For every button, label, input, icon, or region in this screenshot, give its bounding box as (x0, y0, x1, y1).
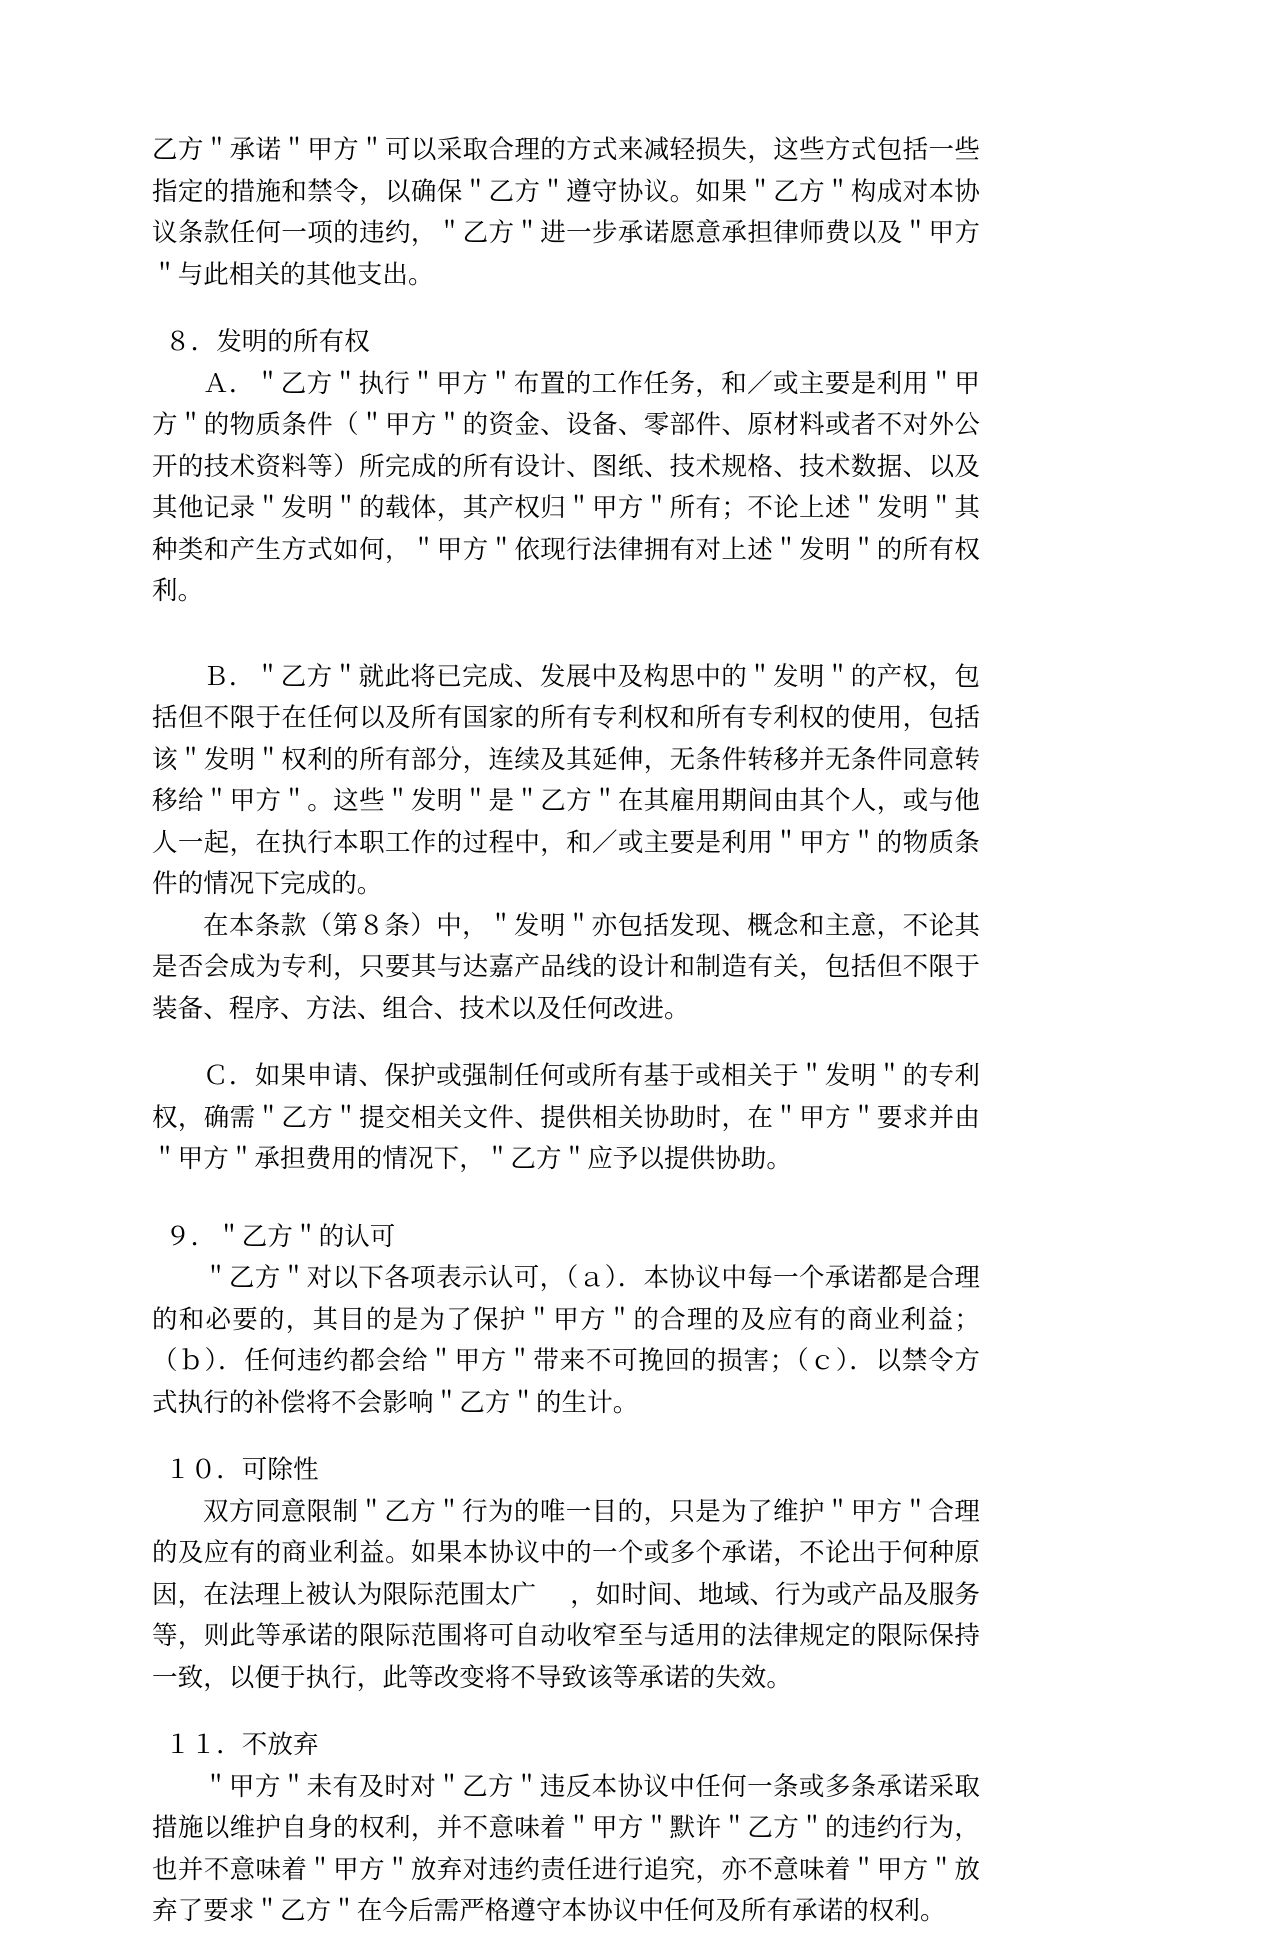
spacer (152, 296, 980, 322)
section-9-heading: ９．＂乙方＂的认可 (165, 1221, 396, 1252)
document-body (152, 130, 980, 1933)
spacer (152, 1424, 980, 1450)
section-10-heading: １０．可除性 (165, 1455, 319, 1485)
section-10-body-part1: 双方同意限制＂乙方＂行为的唯一目的，只是为了维护＂甲方＂合理的及应有的商业利益。如果本协议中的一个或多个承诺，不论出于何种原因，在法理上被认为限际范围太广 (152, 1496, 980, 1610)
section-8-clause-b-note: 在本条款（第８条）中，＂发明＂亦包括发现、概念和主意，不论其是否会成为专利，只要其与达嘉产品线的设计和制造有关，包括但不限于装备、程序、方法、组合、技术以及任何改进。 (152, 910, 980, 1024)
section-10-body (152, 1492, 980, 1700)
section-8-clause-a: Ａ．＂乙方＂执行＂甲方＂布置的工作任务，和／或主要是利用＂甲方＂的物质条件（＂甲方＂的资金、设备、零部件、原材料或者不对外公开的技术资料等）所完成的所有设计、图纸、技术规格、技术数据、以及其他记录＂发明＂的载体，其产权归＂甲方＂所有；不论上述＂发明＂其种类和产生方式如何，＂甲方＂依现行法律拥有对上述＂发明＂的所有权利。 (152, 368, 980, 606)
spacer (152, 613, 980, 657)
intro-paragraph: 乙方＂承诺＂甲方＂可以采取合理的方式来减轻损失，这些方式包括一些指定的措施和禁令，以确保＂乙方＂遵守协议。如果＂乙方＂构成对本协议条款任何一项的违约，＂乙方＂进一步承诺愿意承担律师费以及＂甲方＂与此相关的其他支出。 (152, 135, 980, 290)
spacer (152, 1030, 980, 1056)
spacer (152, 1699, 980, 1725)
spacer (152, 1181, 980, 1217)
section-8-clause-c: Ｃ．如果申请、保护或强制任何或所有基于或相关于＂发明＂的专利权，确需＂乙方＂提交相关文件、提供相关协助时，在＂甲方＂要求并由＂甲方＂承担费用的情况下，＂乙方＂应予以提供协助。 (152, 1061, 980, 1174)
section-11-heading: １１．不放弃 (165, 1730, 319, 1760)
section-11-body: ＂甲方＂未有及时对＂乙方＂违反本协议中任何一条或多条承诺采取措施以维护自身的权利，并不意味着＂甲方＂默许＂乙方＂的违约行为，也并不意味着＂甲方＂放弃对违约责任进行追究，亦不意味着＂甲方＂放弃了要求＂乙方＂在今后需严格遵守本协议中任何及所有承诺的权利。 (152, 1771, 980, 1926)
section-8-heading: ８．发明的所有权 (165, 327, 370, 357)
section-8-clause-b: Ｂ．＂乙方＂就此将已完成、发展中及构思中的＂发明＂的产权，包括但不限于在任何以及所有国家的所有专利权和所有专利权的使用，包括该＂发明＂权利的所有部分，连续及其延伸，无条件转移并无条件同意转移给＂甲方＂。这些＂发明＂是＂乙方＂在其雇用期间由其个人，或与他人一起，在执行本职工作的过程中，和／或主要是利用＂甲方＂的物质条件的情况下完成的。 (152, 661, 980, 899)
section-10-body-part2: ，如时间、地域、行为或产品及服务等，则此等承诺的限际范围将可自动收窄至与适用的法律规定的限际保持一致，以便于执行，此等改变将不导致该等承诺的失效。 (152, 1579, 980, 1693)
section-9-body: ＂乙方＂对以下各项表示认可，（ａ）．本协议中每一个承诺都是合理的和必要的，其目的是为了保护＂甲方＂的合理的及应有的商业利益；（ｂ）．任何违约都会给＂甲方＂带来不可挽回的损害；（ｃ）．以禁令方式执行的补偿将不会影响＂乙方＂的生计。 (152, 1263, 980, 1418)
